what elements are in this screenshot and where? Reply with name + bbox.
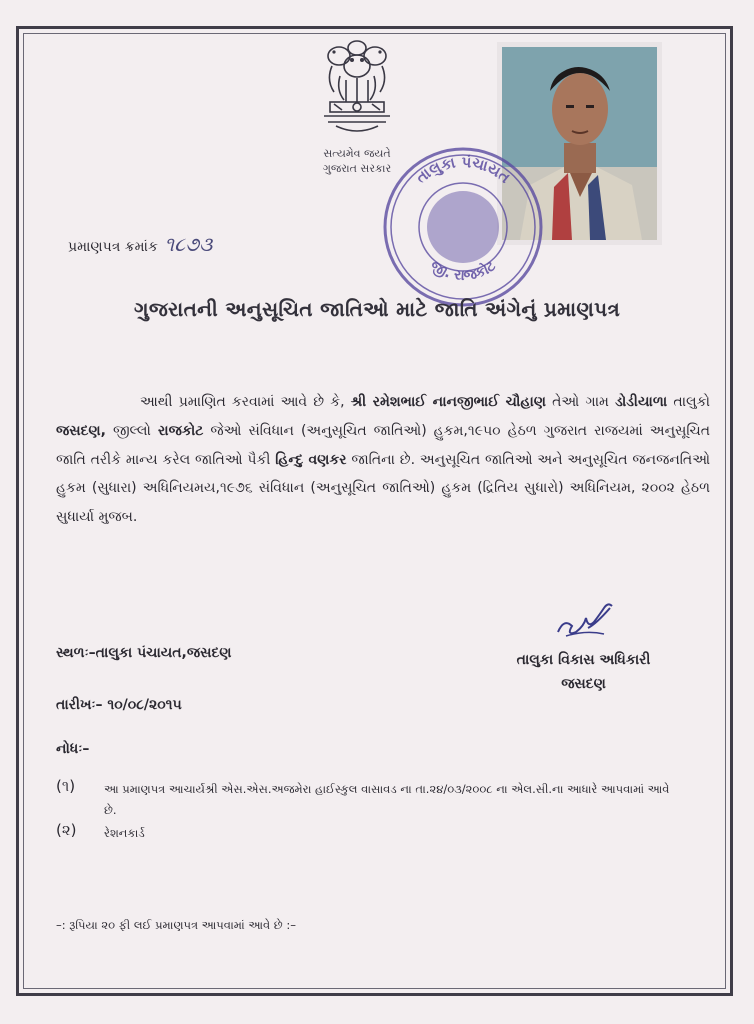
officer-designation (496, 648, 671, 696)
taluka-label: તાલુકો (673, 394, 711, 410)
body-intro: આથી પ્રમાણિત કરવામાં આવે છે કે, (140, 394, 345, 410)
note-number: (૧) (56, 777, 76, 795)
motto-line-2: ગુજરાત સરકાર (322, 162, 392, 175)
certificate-title: ગુજરાતની અનુસૂચિત જાતિઓ માટે જાતિ અંગેનું પ્રમાણપત્ર (133, 297, 621, 321)
district-name: રાજકોટ (157, 422, 204, 439)
state-emblem-logo (302, 38, 412, 144)
body-text-1: જેઓ સંવિધાન (અનુસૂચિત જાતિઓ) હુકમ,૧૯૫૦ હેઠળ ગુજરાત રાજયમાં અનુસૂચિત જાતિ તરીકે માન્ય કરેલ જાતિઓ પૈકી (56, 422, 710, 468)
taluka-name: જસદણ, (56, 422, 106, 439)
officer-signature (548, 596, 628, 644)
body-after-name: તેઓ ગામ (552, 394, 609, 410)
body-text-2: જાતિના છે. અનુસૂચિત જાતિઓ અને અનુસૂચિત જનજનતિઓ હુકમ (સુધારા) અધિનિયમય,૧૯૭૬ સંવિધાન (અનુસૂચિત જાતિઓ) હુકમ (દ્રિતિય સુધારો) અધિનિયમ, ૨૦૦૨ હેઠળ સુધાર્યા મુજબ. (56, 451, 710, 526)
village-name: ડોડીયાળા (615, 394, 668, 410)
certificate-number (68, 232, 212, 256)
seal-text-top: તાલુકા પંચાયત (412, 152, 514, 187)
note-item (56, 823, 676, 847)
certificate-number-value: ૧૮૭૩ (164, 232, 213, 256)
notes-heading: નોધઃ– (56, 741, 90, 757)
issue-date: તારીખઃ– ૧૦/૦૮/૨૦૧૫ (56, 697, 182, 713)
note-number: (૨) (56, 821, 77, 839)
issue-place: સ્થળઃ–તાલુકા પંચાયત,જસદણ (56, 645, 232, 661)
officer-location: જસદણ (561, 676, 606, 692)
note-text: આ પ્રમાણપત્ર આચાર્યશ્રી એસ.એસ.અજમેરા હાઈસ્કુલ વાસાવડ ના તા.૨૪/૦૩/૨૦૦૮ ના એલ.સી.ના આધારે આપવામાં આવે છે. (104, 782, 670, 817)
fee-note: –: રૂપિયા ૨૦ ફી લઈ પ્રમાણપત્ર આપવામાં આવે છે :– (56, 918, 296, 932)
district-label: જીલ્લો (112, 422, 151, 439)
seal-text-bottom: જી. રાજકોટ (427, 257, 499, 285)
note-text: રેશનકાર્ડ (104, 826, 145, 840)
note-item (56, 779, 676, 823)
caste-name: હિન્દુ વણકર (275, 451, 347, 468)
certificate-body (56, 388, 710, 532)
officer-title: તાલુકા વિકાસ અધિકારી (516, 652, 651, 668)
certificate-number-label: પ્રમાણપત્ર ક્રમાંક (68, 239, 158, 255)
motto-line-1: સત્યમેવ જયતે (323, 147, 391, 160)
official-seal-stamp (378, 142, 548, 312)
holder-name: શ્રી રમેશભાઈ નાનજીભાઈ ચૌહાણ (350, 394, 546, 410)
